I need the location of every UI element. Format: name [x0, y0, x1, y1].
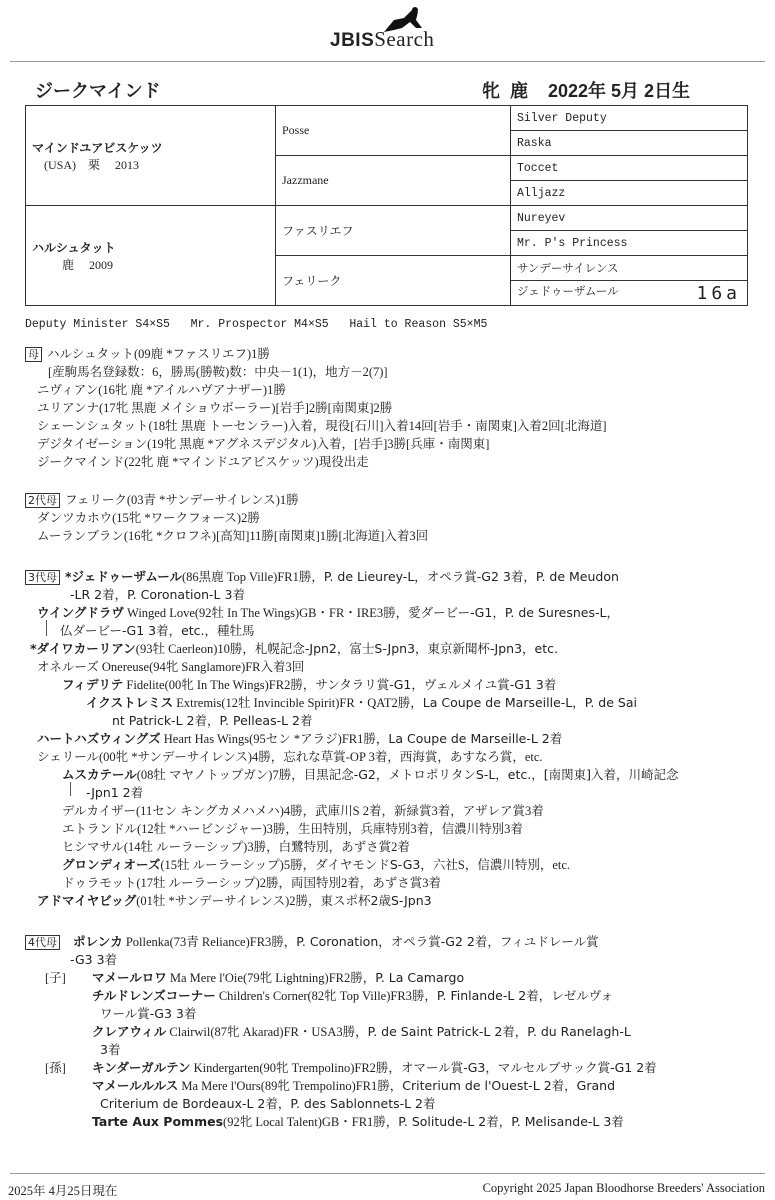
text-line: ムーランブラン(16牝 *クロフネ)[高知]11勝[南関東]1勝[北海道]入着3回	[37, 529, 429, 543]
text-line: ダンツカホウ(15牝 *ワークフォース)2勝	[37, 511, 260, 525]
pedigree-ds-s[interactable]: Nureyev	[511, 206, 748, 231]
text: P. Coronation，オペラ賞-G2 2着，フィユドレール賞	[296, 934, 599, 949]
text: P. Solitude-L 2着，P. Melisande-L 3着	[398, 1114, 624, 1129]
text: オマール賞-G3，マルセルブサック賞-G1 2着	[400, 1060, 657, 1075]
text: (93牡 Caerleon)10勝，	[135, 642, 255, 656]
pedigree-table	[25, 105, 748, 306]
text: Ma Mere l'Oie(79牝 Lightning)FR2勝，	[166, 971, 376, 985]
text: La Coupe de Marseille-L 2着	[388, 731, 563, 746]
bold-name[interactable]: Tarte Aux Pommes	[92, 1114, 224, 1129]
text-line	[92, 1113, 624, 1131]
second-dam-line	[25, 491, 299, 509]
bold-name[interactable]: チルドレンズコーナー	[92, 988, 216, 1003]
text: La Coupe de Marseille-L，P. de Sai	[422, 695, 637, 710]
section-tag-3rd-dam: 3代母	[25, 570, 60, 585]
text: 仏ダービー-G1 3着，etc.，種牡馬	[60, 623, 255, 638]
bold-name[interactable]: アドマイヤビッグ	[37, 893, 137, 908]
as-of-date: 2025年 4月25日現在	[8, 1184, 118, 1198]
text: (86黒鹿 Top Ville)FR1勝，	[181, 570, 324, 584]
bold-name[interactable]: *ダイワカーリアン	[30, 641, 136, 656]
text: Criterium de l'Ouest-L 2着，Grand	[402, 1078, 616, 1093]
text-line	[62, 766, 678, 784]
text-line: ユリアンナ(17牝 黒鹿 メイショウボーラー)[岩手]2勝[南関東]2勝	[37, 401, 393, 415]
section-tag-4th-dam: 4代母	[25, 935, 60, 950]
text-line: ヒシマサル(14牡 ルーラーシップ)3勝，白鷺特別，あずさ賞2着	[62, 840, 410, 854]
text-line	[62, 676, 556, 694]
sire-name[interactable]: マインドユアビスケッツ	[32, 140, 163, 155]
text-line	[92, 969, 464, 987]
inbreeding-crosses: Deputy Minister S4×S5 Mr. Prospector M4×S5 Hail to Reason S5×M5	[25, 318, 488, 331]
bold-name[interactable]: ウイングドラヴ	[37, 605, 124, 620]
text-line: シェーンシュタット(18牡 黒鹿 トーセンラー)入着，現役[石川]入着14回[岩手・南関東]入着2回[北海道]	[37, 419, 607, 433]
pedigree-ss-s[interactable]: Silver Deputy	[511, 106, 748, 131]
text-line	[70, 586, 245, 604]
text: ダイヤモンドS-G3，	[315, 857, 433, 872]
text: -G3 3着	[70, 952, 118, 967]
text: サンタラリ賞-G1，ヴェルメイユ賞-G1 3着	[315, 677, 557, 692]
text: ワール賞-G3 3着	[100, 1006, 197, 1021]
section-tag-2nd-dam: 2代母	[25, 493, 60, 508]
text-line: [産駒馬名登録数：6，勝馬(勝鞍)数：中央－1(1)，地方－2(7)]	[48, 365, 388, 379]
text: 六社S，信濃川特別，etc.	[432, 858, 571, 872]
text-line: デルカイザー(11セン キングカメハメハ)4勝，武庫川S 2着，新緑賞3着，アザレア賞3着	[62, 804, 544, 818]
pedigree-ss-d[interactable]: Raska	[511, 131, 748, 156]
text: フェリーク(03青 *サンデーサイレンス)1勝	[65, 493, 299, 507]
pedigree-sd-s[interactable]: Toccet	[511, 156, 748, 181]
text-line	[70, 951, 117, 969]
text: P. La Camargo	[375, 970, 465, 985]
text: (08牡 マヤノトップガン)7勝，	[136, 768, 304, 782]
text-line: デジタイゼーション(19牝 黒鹿 *アグネスデジタル)入着，[岩手]3勝[兵庫・南関東]	[37, 437, 490, 451]
text: Winged Love(92牡 In The Wings)GB・FR・IRE3勝，	[123, 606, 409, 620]
dam-dam[interactable]: フェリーク	[276, 256, 511, 306]
section-tag-dam: 母	[25, 347, 42, 362]
bold-name[interactable]: マメールロワ	[92, 970, 167, 985]
text: 3着	[100, 1042, 121, 1057]
text: -LR 2着，P. Coronation-L 3着	[70, 587, 245, 602]
pedigree-dd-d-cell	[511, 281, 748, 306]
dam-name[interactable]: ハルシュタット	[32, 240, 116, 255]
pedigree-ds-d[interactable]: Mr. P's Princess	[511, 231, 748, 256]
text-line	[62, 856, 570, 874]
text: Clairwil(87牝 Akarad)FR・USA3勝，	[166, 1025, 368, 1039]
pedigree-dd-s[interactable]: サンデーサイレンス	[511, 256, 748, 281]
sire-cell	[26, 106, 276, 206]
bold-name[interactable]: *ジェドゥーザムール	[65, 569, 182, 584]
text: Heart Has Wings(95セン *アラジ)FR1勝，	[160, 732, 389, 746]
dam-line	[25, 345, 270, 363]
text-line	[100, 1005, 196, 1023]
bold-name[interactable]: マメールルルス	[92, 1078, 179, 1093]
bold-name[interactable]: ムスカテール	[62, 767, 137, 782]
pedigree-dd-d[interactable]: ジェドゥーザムール	[517, 283, 619, 298]
logo-jbis: JBIS	[330, 30, 375, 51]
text-line	[92, 987, 613, 1005]
text: Children's Corner(82牝 Top Ville)FR3勝，	[215, 989, 437, 1003]
bold-name[interactable]: ポレンカ	[73, 934, 123, 949]
dam-cell	[26, 206, 276, 306]
footer-divider	[10, 1173, 765, 1174]
logo-search: Search	[374, 27, 435, 51]
text-line: エトランドル(12牡 *ハービンジャー)3勝，生田特別，兵庫特別3着，信濃川特別3着	[62, 822, 523, 836]
text: (15牡 ルーラーシップ)5勝，	[160, 858, 316, 872]
text: Pollenka(73青 Reliance)FR3勝，	[122, 935, 297, 949]
family-number: 16a	[696, 282, 741, 304]
text: 目黒記念-G2，メトロポリタンS-L，etc.，[南関東]入着，川崎記念	[303, 767, 679, 782]
text-line	[86, 694, 637, 712]
grandchildren-label: [孫]	[45, 1061, 66, 1075]
text-line	[30, 640, 558, 658]
text-line: ジークマインド(22牝 鹿 *マインドユアビスケッツ)現役出走	[37, 455, 369, 469]
dam-info: 鹿 2009	[44, 257, 114, 272]
bracket-line	[46, 620, 47, 636]
text-line	[37, 892, 432, 910]
text-line: オネルーズ Onereuse(94牝 Sanglamore)FR入着3回	[37, 660, 305, 674]
text-line	[92, 1059, 657, 1077]
text: P. de Lieurey-L，オペラ賞-G2 3着，P. de Meudon	[323, 569, 619, 584]
fourth-dam-line	[25, 933, 599, 951]
text-line	[86, 784, 143, 802]
bold-name[interactable]: イクストレミス	[86, 695, 174, 710]
text: P. Finlande-L 2着，レゼルヴォ	[436, 988, 614, 1003]
bold-name[interactable]: グロンディオーズ	[62, 857, 161, 872]
text-line	[60, 622, 255, 640]
bold-name[interactable]: ハートハズウィングズ	[37, 731, 161, 746]
text: 愛ダービー-G1，P. de Suresnes-L，	[408, 605, 619, 620]
dam-sire[interactable]: ファスリエフ	[276, 206, 511, 256]
text: Kindergarten(90牝 Trempolino)FR2勝，	[190, 1061, 401, 1075]
text-line	[37, 604, 619, 622]
text: ハルシュタット(09鹿 *ファスリエフ)1勝	[47, 347, 270, 361]
text: Ma Mere l'Ours(89牝 Trempolino)FR1勝，	[178, 1079, 403, 1093]
horse-name: ジークマインド	[35, 81, 161, 101]
sire-info: (USA) 栗 2013	[44, 157, 139, 172]
bracket-line	[70, 782, 71, 796]
bold-name[interactable]: フィデリテ	[62, 677, 124, 692]
text-line	[100, 1095, 436, 1113]
pedigree-sd-d[interactable]: Alljazz	[511, 181, 748, 206]
text-line	[112, 712, 313, 730]
text: (92牝 Local Talent)GB・FR1勝，	[223, 1115, 399, 1129]
text: P. de Saint Patrick-L 2着，P. du Ranelagh-L	[367, 1024, 631, 1039]
text: Extremis(12牡 Invincible Spirit)FR・QAT2勝，	[173, 696, 423, 710]
text: Criterium de Bordeaux-L 2着，P. des Sablonnets-L 2着	[100, 1096, 436, 1111]
text-line	[92, 1023, 631, 1041]
sire-dam[interactable]: Jazzmane	[276, 156, 511, 206]
text-line	[37, 730, 562, 748]
text: Fidelite(00牝 In The Wings)FR2勝，	[123, 678, 316, 692]
text-line	[92, 1077, 615, 1095]
text: 東スポ杯2歳S-Jpn3	[320, 893, 432, 908]
text-line: ニヴィアン(16牝 鹿 *アイルハヴアナザー)1勝	[37, 383, 286, 397]
jbis-logo[interactable]	[330, 6, 470, 54]
bold-name[interactable]: キンダーガルテン	[92, 1060, 191, 1075]
text-line: ドゥラモット(17牡 ルーラーシップ)2勝，両国特別2着，あずさ賞3着	[62, 876, 442, 890]
copyright: Copyright 2025 Japan Bloodhorse Breeders' Association	[482, 1181, 765, 1195]
bold-name[interactable]: クレアウィル	[92, 1024, 167, 1039]
header-divider	[10, 61, 765, 62]
text-line: シェリール(00牝 *サンデーサイレンス)4勝，忘れな草賞-OP 3着，西海賞，あすなろ賞，etc.	[37, 750, 543, 764]
text: nt Patrick-L 2着，P. Pelleas-L 2着	[112, 713, 313, 728]
children-label: [子]	[45, 971, 66, 985]
third-dam-line	[25, 568, 619, 586]
sire-sire[interactable]: Posse	[276, 106, 511, 156]
text: -Jpn1 2着	[86, 785, 144, 800]
text: 札幌記念-Jpn2，富士S-Jpn3，東京新聞杯-Jpn3，etc.	[254, 641, 558, 656]
text: (01牡 *サンデーサイレンス)2勝，	[136, 894, 321, 908]
text-line	[100, 1041, 120, 1059]
horse-sex-color-birth: 牝 鹿 2022年 5月 2日生	[482, 81, 691, 101]
